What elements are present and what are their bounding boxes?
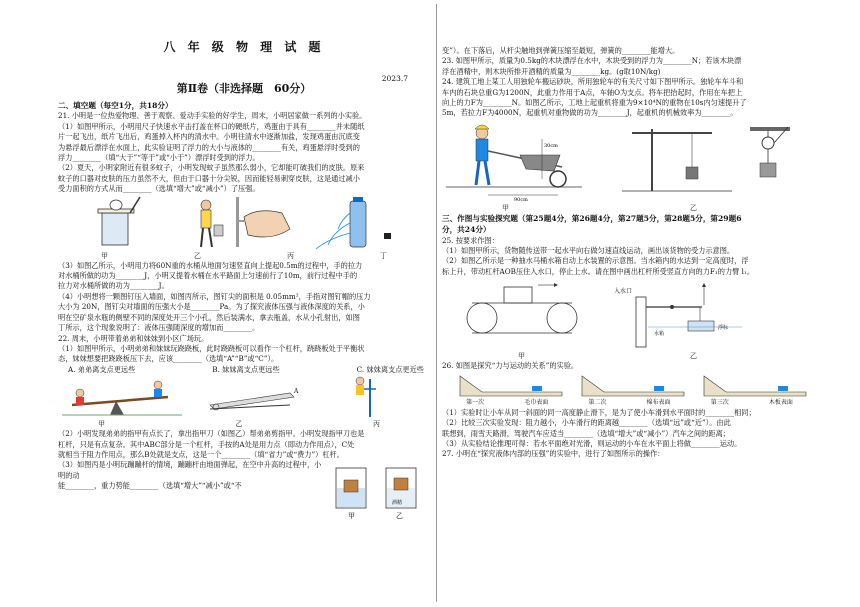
q27: 27. 小明在“探究液体内部的压强”的实验中，进行了如图所示的操作： (442, 449, 665, 459)
q25-1: （1）如图甲所示，货物随传送带一起水平向右做匀速直线运动，画出该货物的受力示意图。 (442, 246, 735, 256)
q21-4b: 大小为 20N，图钉尖对墙面的压强大小是________Pa。为了探究液体压强与液体深度的关系，小 (58, 302, 365, 312)
figure-q24-labels (442, 203, 817, 213)
q26-1: （1）实验时让小车从同一斜面的同一高度静止滑下，是为了使小车滑到水平面时的________相同； (442, 407, 756, 417)
q25: 25. 按要求作图： (442, 235, 499, 245)
q21-2b: 蚊子的口器对皮肤的压力虽然不大，但由于口器十分尖锐，因而能轻易刺穿皮肤，这是通过减小 (58, 173, 360, 183)
figure-q24 (442, 119, 817, 203)
figure-q23-beakers (330, 462, 430, 520)
q22-option-b: B. 妹妹离支点更远些 (212, 364, 280, 374)
fig-label: 木板表面 (768, 398, 793, 406)
q22-1b: 态，妹妹想要把跷跷板压下去，应该________（选填“A”“B”或“C”）。 (58, 354, 279, 364)
q26: 26. 如图是探究“力与运动的关系”的实验。 (442, 361, 579, 371)
q21-1b: 片一起飞出，纸片飞出后，鸡蛋掉入杯内的清水中。小明往清水中逐渐加盐，发现鸡蛋由沉底变 (58, 132, 360, 142)
left-column (58, 0, 430, 521)
q25-2a: （2）如图乙所示是一种抽水马桶水箱自动上水装置的示意图。当水箱内的水达到一定高度时，浮 (442, 256, 749, 266)
q22-options (58, 365, 430, 375)
fig-label: 乙 (235, 420, 243, 429)
q21-3c: 拉力对水桶所做的功为________J。 (58, 281, 169, 291)
q21-2c: 受力面积的方式从而________（选填“增大”或“减小”）了压强。 (58, 184, 260, 194)
dim-90cm: 90cm (514, 196, 528, 203)
q21-4d: 丁所示，这个现象说明了：液体压强随深度的增加而________。 (58, 323, 260, 333)
exam-title: 八 年 级 物 理 试 题 (163, 40, 325, 54)
figure-q24-drawing (442, 119, 817, 203)
q21-2a: （2）夏天，小明家附近有很多蚊子，小明发现蚊子虽然那么弱小，它却能叮破我们的皮肤。原来 (58, 163, 365, 173)
svg-text:A: A (294, 388, 299, 396)
fig-tag-inlet: 入水口 (614, 288, 633, 296)
q22-2c: 就相当于阻力作用点，那么B处就是支点，这是一个________（填“省力”或“费力”）杠杆。 (58, 449, 344, 459)
fig-label: 丁 (380, 251, 387, 260)
fig-label: 乙 (194, 251, 201, 260)
r-line1: 变”）。在下落后，从杆尖触地到弹簧压缩至最短，弹簧的________能增大。 (442, 46, 680, 55)
fig-label: 棉布表面 (646, 398, 671, 406)
fig-label: 甲 (348, 512, 355, 521)
q22-option-a: A. 弟弟离支点更远些 (68, 364, 136, 374)
q22-option-c: C. 妹妹离支点更近些 (356, 364, 424, 374)
q21-1d: 浮力________（填“大于”“等于”或“小于”）漂浮时受到的浮力。 (58, 153, 260, 163)
q22-2a: （2）小明发现弟弟的指甲有点长了，拿出指甲刀（如图乙）帮弟弟剪指甲。小明发现指甲刀也是 (58, 429, 365, 439)
figure-q25 (442, 277, 817, 351)
section-experiments-b: 分，共24分） (442, 225, 491, 235)
figure-q22-labels (58, 419, 430, 429)
fig-label: 乙 (690, 352, 697, 361)
fig-label: 乙 (690, 203, 697, 212)
dim-30cm: 30cm (544, 142, 558, 149)
q21-3b: 对水桶所做的功为________J，小明又提着水桶在水平路面上匀速前行了10m，前行过程中手的 (58, 271, 358, 281)
q26-3: （3）从实验结论推理可得：若水平面绝对光滑，则运动的小车在水平面上将做________运动。 (442, 438, 742, 448)
fig-tag-tank: 水箱 (654, 331, 665, 338)
q22-3a: （3）如图丙是小明玩蹦蹦杆的情境，蹦蹦杆由地面弹起，在空中升高的过程中，小明的动 (58, 460, 322, 480)
fig-label: 第二次 (588, 398, 607, 406)
exam-date: 2023.7 (381, 74, 408, 83)
column-divider (436, 4, 437, 602)
q21-1a: （1）如图甲所示，小明用尺子快速水平击打盖在杯口的硬纸片，鸡蛋由于具有________并未随纸 (58, 121, 365, 131)
q21-intro: 21. 小明是一位热爱物理、善于观察、爱动手实验的好学生，周末，小明居家做一系列的小实验。 (58, 111, 367, 121)
q21-1c: 为悬浮最后漂浮在水面上，此实验证明了浮力的大小与液体的________有关，鸡蛋悬浮时受到的 (58, 142, 360, 152)
figure-q26-drawing (442, 372, 817, 398)
q22-3-block (58, 460, 430, 521)
q21-4c: 明在空矿泉水瓶的侧壁不同的深度处开三个小孔，然后装满水，拿去瓶盖，水从小孔射出，如图 (58, 312, 360, 322)
q22-intro: 22. 周末，小明带着弟弟和妹妹到小区广场玩。 (58, 333, 209, 343)
figure-q21 (58, 195, 430, 251)
section-fill-blank: 二、填空题（每空1分，共18分） (58, 101, 173, 110)
q24c: 向上的力F为________N。如图乙所示，工地上起重机将重为9×10⁴N的重物在10s内匀速提升了 (442, 98, 747, 108)
figure-q25-drawing (442, 277, 817, 351)
fig-label: 丙 (287, 251, 294, 260)
fig-tag-alcohol: 酒精 (392, 500, 403, 507)
fig-label: 甲 (98, 420, 105, 429)
q22-1a: （1）如图甲所示，小明弟弟和妹妹玩跷跷板，此时跷跷板可以看作一个杠杆，跷跷板处于平衡状 (58, 343, 365, 353)
fig-label: 甲 (101, 251, 108, 260)
q26-2a: （2）比较三次实验发现：阻力越小，小车滑行的距离越________（选填“远”或“近”）。由此 (442, 418, 731, 428)
figure-q26 (442, 372, 817, 398)
right-column (442, 46, 817, 460)
q22-2b: 杠杆，只是有点复杂。其中ABC部分是一个杠杆，手按的A处是用力点（即动力作用点），C处 (58, 439, 355, 449)
q24a: 24. 建筑工地上某工人用独轮车搬运砂块，所用独轮车的有关尺寸如下图甲所示。独轮车车斗和 (442, 77, 744, 87)
figure-q22 (58, 375, 430, 419)
figure-q26-labels (442, 398, 817, 408)
volume-title: 第Ⅱ卷（非选择题 60分） (176, 82, 312, 95)
section-experiments-a: 三、作图与实验探究题（第25题4分，第26题4分，第27题5分，第28题5分，第29题6 (442, 213, 742, 223)
fig-label: 丙 (373, 420, 380, 429)
fig-label: 甲 (518, 352, 525, 361)
fig-label: 毛巾表面 (524, 398, 549, 406)
fig-tag-float: 浮标 (718, 325, 729, 332)
fig-label: 乙 (396, 512, 403, 521)
figure-q25-labels (442, 351, 817, 361)
q24d: 5m，若拉力F为4000N，起重机对重物做的功为________J，起重机的机械效率为________。 (442, 108, 738, 118)
figure-q21-drawing (58, 195, 430, 251)
q24b: 车内的石块总重G为1200N，此重力作用于A点，车轴O为支点。将车把抬起时，作用在车把上 (442, 87, 743, 97)
q22-3b: 能________，重力势能________（选填“增大”“减小”或“不 (58, 481, 242, 491)
figure-q21-labels (58, 251, 430, 261)
fig-label: 甲 (502, 203, 509, 212)
fig-label: 第三次 (710, 398, 729, 406)
q23a: 23. 如图甲所示，质量为0.5kg的木块漂浮在水中，木块受到的浮力为________N；若该木块漂 (442, 56, 742, 66)
q23b: 浮在酒精中，则木块所排开酒精的质量为________kg。(g取10N/kg) (442, 66, 661, 76)
q21-4a: （4）小明想将一颗图钉压入墙面，如图丙所示，图钉尖的面积是 0.05mm²，手指对图钉帽的压力 (58, 291, 371, 301)
q21-3a: （3）如图乙所示，小明用力将60N重的水桶从地面匀速竖直向上提起0.5m的过程中，手的拉力 (58, 260, 363, 270)
fig-label: 第一次 (466, 398, 485, 406)
q25-2b: 标上升，带动杠杆AOB压住入水口，停止上水。请在图中画出杠杆所受竖直方向的力F₁的力臂 l₁。 (442, 266, 755, 276)
q26-2b: 联想到，雨雪天路滑，驾驶汽车应适当________（选填“增大”或“减小”）汽车之间的距离； (442, 428, 730, 438)
figure-q22-drawing (58, 375, 430, 419)
